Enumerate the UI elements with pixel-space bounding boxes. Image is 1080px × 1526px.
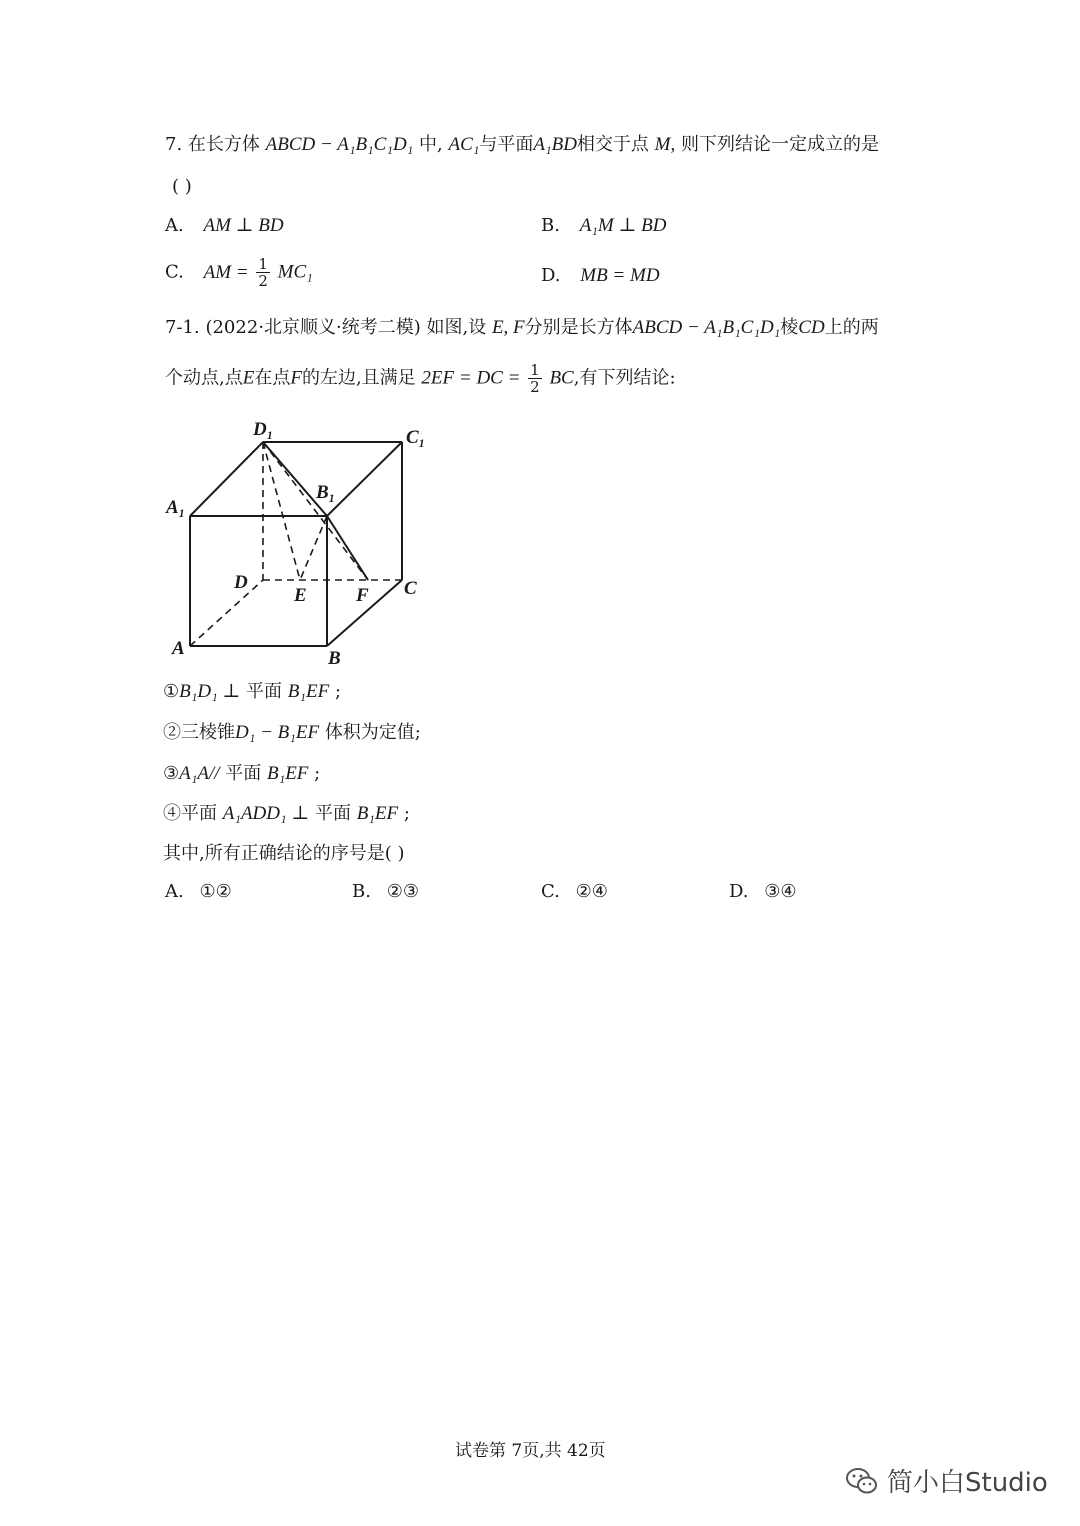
label-c1: C₁ — [406, 427, 426, 448]
q71-option-a-value: ①② — [199, 881, 232, 902]
q7-option-b — [541, 214, 666, 238]
q7-option-c-numerator: 1 — [258, 255, 268, 273]
label-d: D — [234, 572, 248, 593]
q7-option-c — [165, 256, 313, 289]
q71-expr-bc: BC — [549, 367, 574, 389]
page-footer: 试卷第 7页,共 42页 — [455, 1441, 606, 1461]
q71-expr-e: E — [242, 367, 255, 389]
q71-option-b-label: B. — [352, 881, 371, 902]
q7-stem-line1 — [165, 133, 879, 157]
statement-4-text-a: 平面 — [181, 803, 217, 824]
q7-stem-e: 则下列结论一定成立的是 — [680, 134, 879, 155]
q71-option-b — [352, 880, 419, 904]
statement-2 — [163, 721, 421, 745]
q7-stem-a: 在长方体 — [187, 134, 260, 155]
watermark-text: 简小白Studio — [887, 1468, 1048, 1498]
q71-number: 7-1. — [165, 317, 200, 338]
statement-3-mark: ③ — [163, 763, 180, 784]
statement-1-expr: B₁D₁ ⊥ — [179, 681, 241, 702]
q71-ask: 其中,所有正确结论的序号是( ) — [163, 843, 405, 864]
statement-1-text: 平面 — [246, 681, 283, 702]
q71-option-d — [729, 880, 797, 904]
q7-expr-box: ABCD − A₁B₁C₁D₁ — [265, 134, 414, 155]
q7-option-b-expr: A₁M ⊥ BD — [579, 215, 667, 236]
q7-option-a — [165, 214, 284, 238]
q7-stem-d: 相交于点 — [576, 134, 649, 155]
q71-expr-box: ABCD − A₁B₁C₁D₁ — [632, 317, 781, 338]
q71-stem-a: 如图,设 — [426, 317, 487, 338]
q71-option-c-value: ②④ — [575, 881, 608, 902]
q71-line2-b: 在点 — [254, 367, 291, 389]
edge-b1-c1 — [327, 442, 402, 516]
q71-line2-a: 个动点,点 — [165, 367, 243, 389]
edge-a-d-hidden — [190, 580, 263, 646]
statement-2-text-b: 体积为定值; — [324, 722, 421, 743]
statement-4-mark: ④ — [163, 803, 181, 824]
statement-4-end: ; — [403, 803, 410, 824]
q7-option-c-lhs: AM = — [203, 261, 249, 283]
q71-stem-d: 上的两 — [824, 317, 879, 338]
q7-expr-plane: A₁BD — [533, 134, 577, 155]
q71-option-b-value: ②③ — [386, 881, 419, 902]
cuboid-figure — [150, 410, 450, 670]
label-e: E — [294, 585, 307, 606]
segment-b1-f — [327, 516, 368, 580]
watermark — [845, 1462, 1048, 1499]
label-a1: A₁ — [166, 497, 186, 518]
statement-4-text-b: 平面 — [314, 803, 351, 824]
label-b: B — [328, 648, 341, 669]
q71-option-a-label: A. — [165, 881, 184, 902]
q71-option-c-label: C. — [541, 881, 560, 902]
segment-d1-f-hidden — [263, 442, 368, 580]
statement-4-plane: B₁EF — [356, 803, 399, 824]
q71-stem-line1 — [165, 316, 879, 340]
statement-2-mark: ② — [163, 722, 181, 743]
q71-expr-lhs: 2EF = DC = — [421, 367, 521, 389]
q7-stem-c: 与平面 — [479, 134, 534, 155]
q71-fraction-numerator: 1 — [530, 361, 540, 379]
q71-expr-ef: E, F — [491, 317, 525, 338]
statement-3-end: ; — [314, 763, 321, 784]
q7-expr-m: M, — [654, 134, 676, 155]
q7-option-c-label: C. — [165, 261, 184, 283]
q71-stem-c: 棱 — [780, 317, 799, 338]
statement-1-mark: ① — [163, 681, 180, 702]
statement-1-end: ; — [334, 681, 342, 702]
statement-4-expr: A₁ADD₁ ⊥ — [222, 803, 310, 824]
q7-option-d-expr: MB = MD — [580, 265, 660, 286]
label-a: A — [172, 638, 185, 659]
q7-answer-paren: ( ) — [172, 176, 192, 197]
q7-option-a-expr: AM ⊥ BD — [203, 215, 284, 236]
q71-expr-cd: CD — [798, 317, 825, 338]
q7-expr-ac1: AC₁ — [448, 134, 480, 155]
statement-3-plane: B₁EF — [266, 763, 309, 784]
q7-stem-b: 中, — [419, 134, 443, 155]
statement-1-plane: B₁EF — [287, 681, 330, 702]
statement-2-text-a: 三棱锥 — [181, 722, 235, 743]
q7-option-c-denominator: 2 — [258, 272, 268, 290]
label-f: F — [356, 585, 369, 606]
statement-4 — [163, 802, 410, 826]
q71-line2-c: 的左边,且满足 — [301, 367, 416, 389]
q71-option-d-label: D. — [729, 881, 749, 902]
statement-2-expr: D₁ − B₁EF — [235, 722, 320, 743]
q71-stem-line2 — [165, 362, 676, 395]
statement-1 — [163, 680, 341, 704]
wechat-icon — [845, 1466, 879, 1496]
q7-option-d — [541, 264, 660, 288]
statement-3 — [163, 762, 320, 786]
q7-number: 7. — [165, 134, 183, 155]
q7-option-c-rhs: MC₁ — [277, 261, 313, 283]
q7-option-c-fraction — [256, 256, 270, 289]
label-c: C — [404, 578, 417, 599]
statement-3-text: 平面 — [225, 763, 262, 784]
label-b1: B₁ — [316, 482, 336, 503]
q71-stem-b: 分别是长方体 — [524, 317, 633, 338]
q7-option-a-label: A. — [165, 215, 184, 236]
segment-b1-e-hidden — [300, 516, 327, 580]
q71-option-a — [165, 880, 232, 904]
q71-expr-f: F — [290, 367, 302, 389]
q71-line2-d: ,有下列结论: — [573, 367, 676, 389]
q71-option-d-value: ③④ — [764, 881, 797, 902]
q71-source: (2022·北京顺义·统考二模) — [205, 317, 421, 338]
q7-option-b-label: B. — [541, 215, 560, 236]
q71-fraction — [528, 362, 542, 395]
q71-option-c — [541, 880, 608, 904]
edge-a1-d1 — [190, 442, 263, 516]
statement-3-expr: A₁A// — [179, 763, 220, 784]
label-d1: D₁ — [253, 419, 274, 440]
q7-option-d-label: D. — [541, 265, 561, 286]
q71-fraction-denominator: 2 — [530, 378, 540, 396]
